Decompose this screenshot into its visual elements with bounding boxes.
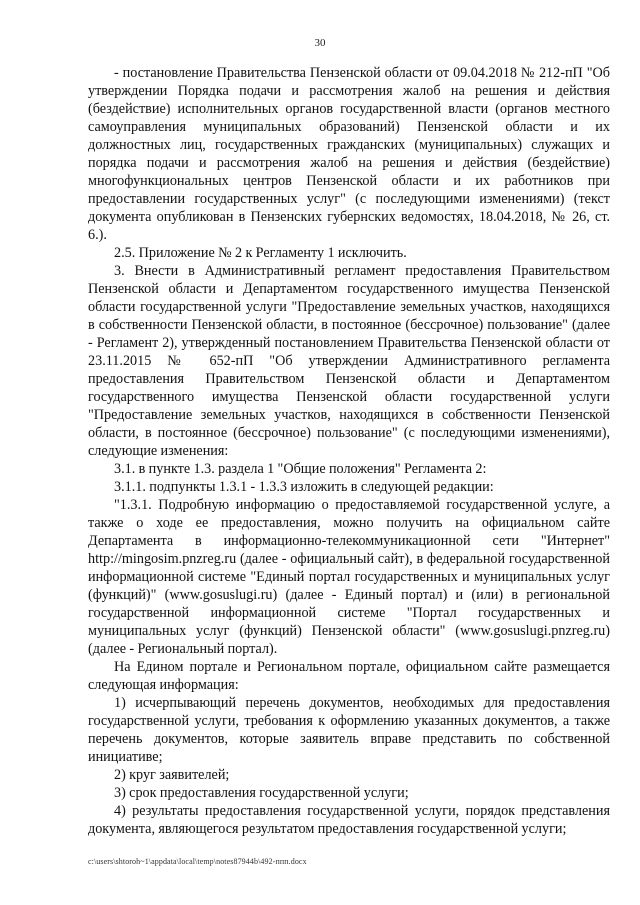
paragraph-3-1: 3.1. в пункте 1.3. раздела 1 "Общие положения" Регламента 2: <box>114 461 487 477</box>
document-body <box>88 64 610 838</box>
list-item-2: 2) круг заявителей; <box>114 767 230 783</box>
list-item-4: 4) результаты предоставления государственной услуги, порядок представления документа, являющегося результатом предоставления государственной услуги; <box>88 803 610 837</box>
list-item-1: 1) исчерпывающий перечень документов, необходимых для предоставления государственной услуги, требования к оформлению указанных документов, а также перечень документов, которые заявитель вправе представить по собственной инициативе; <box>88 695 610 765</box>
paragraph-resolution-212: - постановление Правительства Пензенской области от 09.04.2018 № 212-пП "Об утверждении Порядка подачи и рассмотрения жалоб на решения и действия (бездействие) исполнительных органов государственной власти (органов местного самоуправления муниципальных образований) Пензенской области и их должностных лиц, государственных гражданских (муниципальных) служащих и порядка подачи и рассмотрения жалоб на решения и действия (бездействие) многофункциональных центров Пензенской области и их работников при предоставлении государственных услуг" (с последующими изменениями) (текст документа опубликован в Пензенских губернских ведомостях, 18.04.2018, № 26, ст. 6.). <box>88 65 610 243</box>
paragraph-1-3-1: "1.3.1. Подробную информацию о предоставляемой государственной услуге, а также о ходе ее предоставления, можно получить на официальном сайте Департамента в информационно-телекоммуникационной сети "Интернет" http://mingosim.pnzreg.ru (далее - официальный сайт), в федеральной государственной информационной системе "Единый портал государственных и муниципальных услуг (функций)" (www.gosuslugi.ru) (далее - Единый портал) и (или) в региональной государственной информационной системе "Портал государственных и муниципальных услуг (функций) Пензенской области" (www.gosuslugi.pnzreg.ru) (далее - Региональный портал). <box>88 497 610 657</box>
page-number: 30 <box>314 37 326 49</box>
paragraph-2-5: 2.5. Приложение № 2 к Регламенту 1 исключить. <box>114 245 407 261</box>
list-item-3: 3) срок предоставления государственной услуги; <box>114 785 409 801</box>
paragraph-3: 3. Внести в Административный регламент предоставления Правительством Пензенской области и Департаментом государственного имущества Пензенской области государственной услуги "Предоставление земельных участков, находящихся в собственности Пензенской области, в постоянное (бессрочное) пользование" (далее - Регламент 2), утвержденный постановлением Правительства Пензенской области от 23.11.2015 № 652-пП "Об утверждении Административного регламента предоставления Правительством Пензенской области и Департаментом государственного имущества Пензенской области государственной услуги "Предоставление земельных участков, находящихся в собственности Пензенской области, в постоянное (бессрочное) пользование" (с последующими изменениями), следующие изменения: <box>88 263 610 459</box>
paragraph-3-1-1: 3.1.1. подпункты 1.3.1 - 1.3.3 изложить в следующей редакции: <box>114 479 494 495</box>
paragraph-portal-info: На Едином портале и Региональном портале, официальном сайте размещается следующая информация: <box>88 659 610 693</box>
footer-file-path: c:\users\shtoroh~1\appdata\local\temp\notes87944b\492-ппп.docx <box>88 857 307 866</box>
